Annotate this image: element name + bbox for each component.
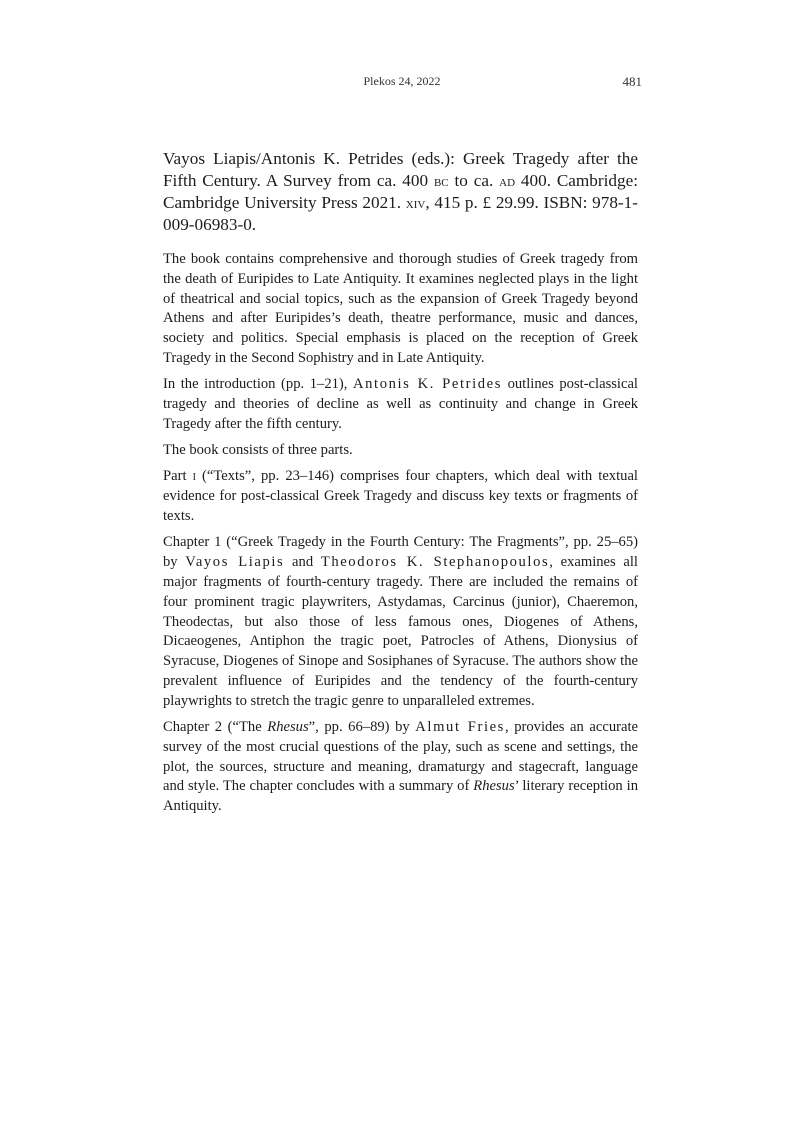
text: and — [284, 554, 321, 571]
citation-editors: Vayos Liapis/Antonis K. Petrides (eds.) — [163, 149, 451, 168]
paragraph-overview: The book contains comprehensive and thorough studies of Greek tragedy from the death of Euripides to Late Antiquity. It examines neglected plays in the light of theatrical and social topics, such as the expansion of Greek Tragedy beyond Athens and after Euripides’s death, theatre performance, music and dances, society and politics. Special emphasis is placed on the reception of Greek Tragedy in the Second Sophistry and in Late Antiquity. — [163, 251, 638, 366]
citation-title-1: : Greek Tragedy after the Fifth Century. A Survey from ca. 400 — [163, 149, 638, 190]
book-citation — [163, 148, 638, 236]
text: Chapter 2 (“The — [163, 719, 268, 736]
paragraph-introduction — [163, 375, 638, 434]
journal-title: Plekos 24, 2022 — [363, 74, 441, 88]
text: , provides an accurate survey of the most crucial questions of the play, such as scene and settings, the plot, the sources, structure and meaning, dramaturgy and stagecraft, language and style. The chapter concludes with a summary of — [163, 719, 639, 795]
paragraph-parts: The book consists of three parts. — [163, 442, 353, 459]
citation-title-3: 400. Cambridge: Cambridge University Press 2021. — [163, 171, 638, 212]
play-title: Rhesus — [267, 719, 309, 736]
text: , examines all major fragments of fourth-century tragedy. There are included the remains of four prominent tragic playwriters, Astydamas, Carcinus (junior), Chaeremon, Theodectas, but also those of less famous ones, Diogenes of Athens, Dicaeogenes, Antiphon the tragic poet, Patrocles of Athens, Dionysius of Syracuse, Diogenes of Sinope and Sosiphanes of Syracuse. The authors show the prevalent influence of Euripides and the tendency of the fourth-century playwrights to stretch the tragic genre to unparalleled extremes. — [163, 554, 638, 709]
paragraph-chapter-1 — [163, 533, 638, 711]
roman-numeral: i — [192, 469, 196, 485]
page-number: 481 — [622, 74, 642, 89]
text: ’ literary reception in Antiquity. — [163, 778, 638, 815]
text: outlines post-classical tragedy and theories of decline as well as continuity and change in Greek Tragedy after the fifth century. — [163, 376, 638, 432]
citation-title-2: to ca. — [448, 171, 500, 190]
author-name: Theodoros K. Stephanopoulos — [320, 554, 550, 571]
author-name: Antonis K. Petrides — [353, 376, 502, 393]
citation-details: , 415 p. £ 29.99. ISBN: 978-1-009-06983-0. — [163, 193, 638, 234]
play-title: Rhesus — [473, 778, 515, 795]
author-name: Vayos Liapis — [185, 554, 285, 571]
text: In the introduction (pp. 1–21), — [163, 376, 354, 393]
citation-ad: ad — [499, 171, 516, 190]
citation-bc: bc — [433, 171, 449, 190]
paragraph-chapter-2 — [163, 718, 638, 817]
text: (“Texts”, pp. 23–146) comprises four chapters, which deal with textual evidence for post-classical Greek Tragedy and discuss key texts or fragments of texts. — [163, 468, 638, 525]
citation-roman-pages: xiv — [405, 193, 426, 212]
text: Part — [163, 468, 193, 485]
text: ”, pp. 66–89) by — [308, 719, 416, 736]
text: Chapter 1 (“Greek Tragedy in the Fourth Century: The Fragments”, pp. 25–65) by — [163, 534, 638, 571]
author-name: Almut Fries — [415, 719, 505, 736]
review-body — [163, 250, 638, 824]
paragraph-part-one — [163, 467, 638, 526]
